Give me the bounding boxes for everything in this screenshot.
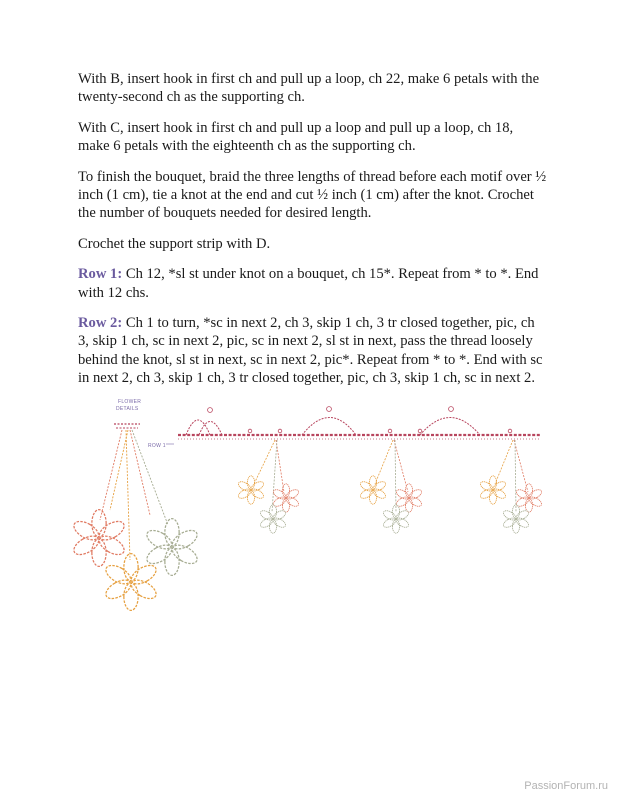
row-2-label: Row 2: <box>78 315 123 332</box>
bouquet-3 <box>479 440 543 533</box>
row-2-text: Ch 1 to turn, *sc in next 2, ch 3, skip 1 ch, 3 tr closed together, pic, ch 3, skip 1 ch, sc in next 2, pic, sc in next 2, sl st in next, pass the thread loosely behind the knot, sl st in next, sc in next 2, pic*. Repeat from * to *. End with sc in next 2, ch 3, skip 1 ch, 3 tr closed together, pic, ch 3, skip 1 ch, sc in next 2. <box>78 315 543 387</box>
flower-details-label: FLOWER <box>118 399 142 405</box>
detail-flower-orange <box>103 554 159 611</box>
picots <box>208 407 512 433</box>
row-1-diagram-label: ROW 1 <box>148 443 166 449</box>
row-1-label: Row 1: <box>78 266 123 283</box>
bouquet-2 <box>359 440 423 533</box>
row-1-text: Ch 12, *sl st under knot on a bouquet, ch 15*. Repeat from * to *. End with 12 chs. <box>78 266 539 301</box>
watermark: PassionForum.ru <box>524 780 608 792</box>
detail-flower-sage <box>144 519 200 576</box>
crochet-diagram <box>0 388 618 618</box>
paragraph-bouquet: To finish the bouquet, braid the three lengths of thread before each motif over ½ inch (1 cm), tie a knot at the end and cut ½ inch (1 cm) after the knot. Crochet the number of bouquets needed for desired length. <box>78 168 547 222</box>
row-2 <box>78 314 548 388</box>
paragraph-b: With B, insert hook in first ch and pull up a loop, ch 22, make 6 petals with the twenty-second ch as the supporting ch. <box>78 71 540 106</box>
row-1 <box>78 265 548 302</box>
instructions-text <box>78 70 548 400</box>
paragraph-c: With C, insert hook in first ch and pull up a loop and pull up a loop, ch 18, make 6 petals with the eighteenth ch as the supporting ch. <box>78 119 514 155</box>
detail-flower-peach <box>71 510 127 567</box>
flower-details-label-2: DETAILS <box>116 406 139 412</box>
paragraph-support: Crochet the support strip with D. <box>78 235 271 252</box>
detail-threads <box>100 430 168 560</box>
bouquet-1 <box>237 440 300 533</box>
strip-arches <box>186 418 480 436</box>
